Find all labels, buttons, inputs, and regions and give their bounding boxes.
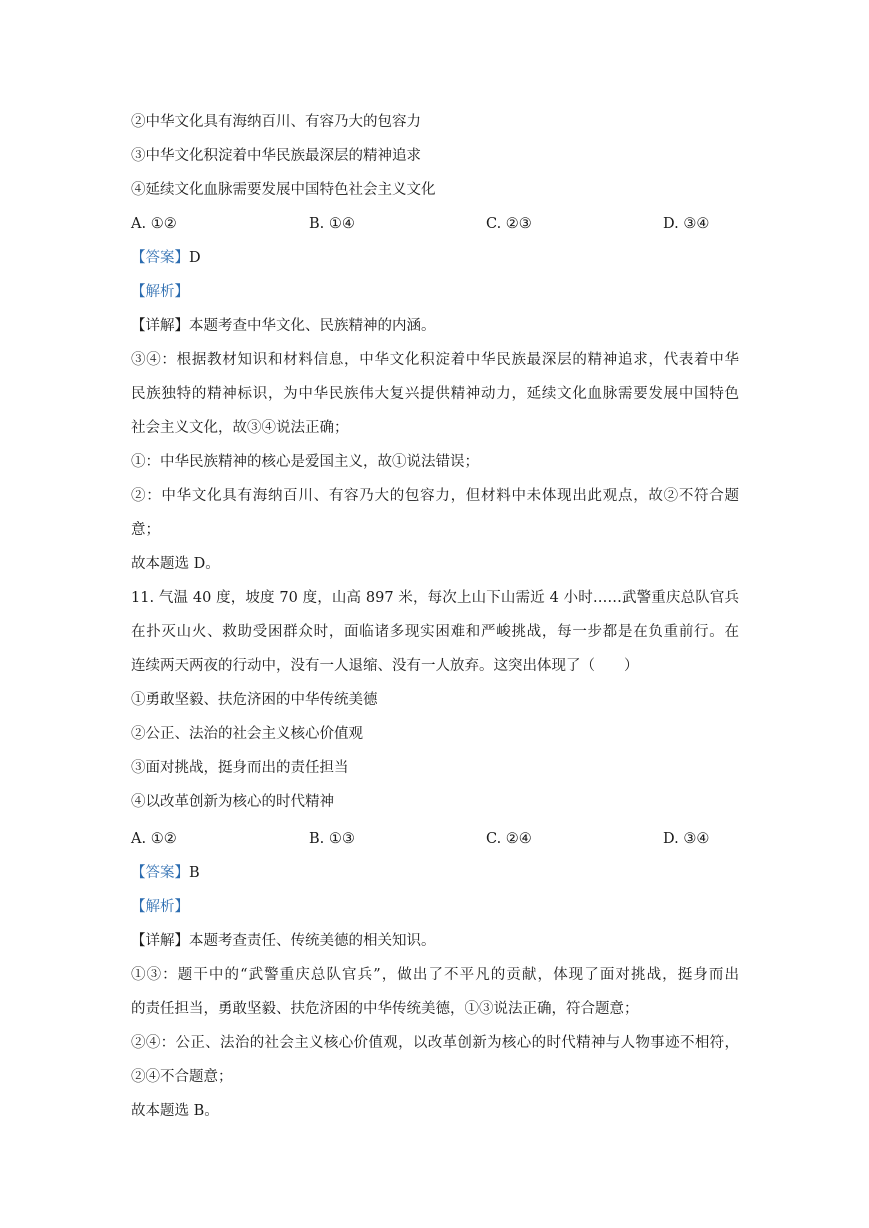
q11-statement-1: ①勇敢坚毅、扶危济困的中华传统美德 bbox=[131, 692, 378, 708]
q11-conclusion: 故本题选 B。 bbox=[131, 1103, 219, 1119]
q11-detail bbox=[131, 931, 436, 951]
q10-statement-4: ④延续文化血脉需要发展中国特色社会主义文化 bbox=[131, 182, 436, 198]
q11-statement-4: ④以改革创新为核心的时代精神 bbox=[131, 794, 334, 810]
q11-stem-line-3: 连续两天两夜的行动中，没有一人退缩、没有一人放弃。这突出体现了（ ） bbox=[131, 658, 639, 674]
q10-answer-value: D bbox=[189, 250, 201, 266]
q10-detail-text: 本题考查中华文化、民族精神的内涵。 bbox=[189, 318, 436, 334]
q11-analysis-tag: 【解析】 bbox=[131, 899, 189, 915]
q10-explanation-1-line-3: 社会主义文化，故③④说法正确； bbox=[131, 420, 349, 436]
q11-statement-3: ③面对挑战，挺身而出的责任担当 bbox=[131, 760, 349, 776]
q11-option-c: C. ②④ bbox=[486, 831, 532, 847]
q10-answer bbox=[131, 248, 201, 268]
q11-answer bbox=[131, 863, 200, 883]
q10-explanation-3-line-1: ②：中华文化具有海纳百川、有容乃大的包容力，但材料中未体现出此观点，故②不符合题 bbox=[131, 488, 739, 504]
q10-option-b: B. ①④ bbox=[309, 216, 355, 232]
q10-answer-tag: 【答案】 bbox=[131, 250, 189, 266]
q11-answer-value: B bbox=[189, 865, 200, 881]
q10-detail bbox=[131, 316, 436, 336]
q11-explanation-2-line-1: ②④：公正、法治的社会主义核心价值观，以改革创新为核心的时代精神与人物事迹不相符， bbox=[131, 1035, 739, 1051]
q11-stem-line-1: 11. 气温 40 度，坡度 70 度，山高 897 米，每次上山下山需近 4 小时……武警重庆总队官兵 bbox=[131, 590, 739, 606]
q11-answer-tag: 【答案】 bbox=[131, 865, 189, 881]
q10-detail-tag: 【详解】 bbox=[131, 318, 189, 334]
q11-statement-2: ②公正、法治的社会主义核心价值观 bbox=[131, 726, 363, 742]
q10-option-a: A. ①② bbox=[131, 216, 177, 232]
q10-option-c: C. ②③ bbox=[486, 216, 532, 232]
q10-option-d: D. ③④ bbox=[663, 216, 710, 232]
q11-option-d: D. ③④ bbox=[663, 831, 710, 847]
q10-statement-2: ②中华文化具有海纳百川、有容乃大的包容力 bbox=[131, 114, 421, 130]
q11-explanation-2-line-2: ②④不合题意； bbox=[131, 1069, 233, 1085]
q10-conclusion: 故本题选 D。 bbox=[131, 556, 220, 572]
q10-statement-3: ③中华文化积淀着中华民族最深层的精神追求 bbox=[131, 148, 421, 164]
q11-detail-text: 本题考查责任、传统美德的相关知识。 bbox=[189, 933, 436, 949]
q10-explanation-2: ①：中华民族精神的核心是爱国主义，故①说法错误； bbox=[131, 454, 479, 470]
q11-detail-tag: 【详解】 bbox=[131, 933, 189, 949]
q10-analysis-tag: 【解析】 bbox=[131, 284, 189, 300]
q10-explanation-1-line-2: 民族独特的精神标识，为中华民族伟大复兴提供精神动力，延续文化血脉需要发展中国特色 bbox=[131, 386, 739, 402]
q10-explanation-3-line-2: 意； bbox=[131, 522, 160, 538]
q10-explanation-1-line-1: ③④：根据教材知识和材料信息，中华文化积淀着中华民族最深层的精神追求，代表着中华 bbox=[131, 352, 739, 368]
q11-option-a: A. ①② bbox=[131, 831, 177, 847]
q11-explanation-1-line-2: 的责任担当，勇敢坚毅、扶危济困的中华传统美德，①③说法正确，符合题意； bbox=[131, 1001, 639, 1017]
q11-explanation-1-line-1: ①③：题干中的“武警重庆总队官兵”，做出了不平凡的贡献，体现了面对挑战，挺身而出 bbox=[131, 967, 739, 983]
q11-option-b: B. ①③ bbox=[309, 831, 355, 847]
q11-stem-line-2: 在扑灭山火、救助受困群众时，面临诸多现实困难和严峻挑战，每一步都是在负重前行。在 bbox=[131, 624, 739, 640]
